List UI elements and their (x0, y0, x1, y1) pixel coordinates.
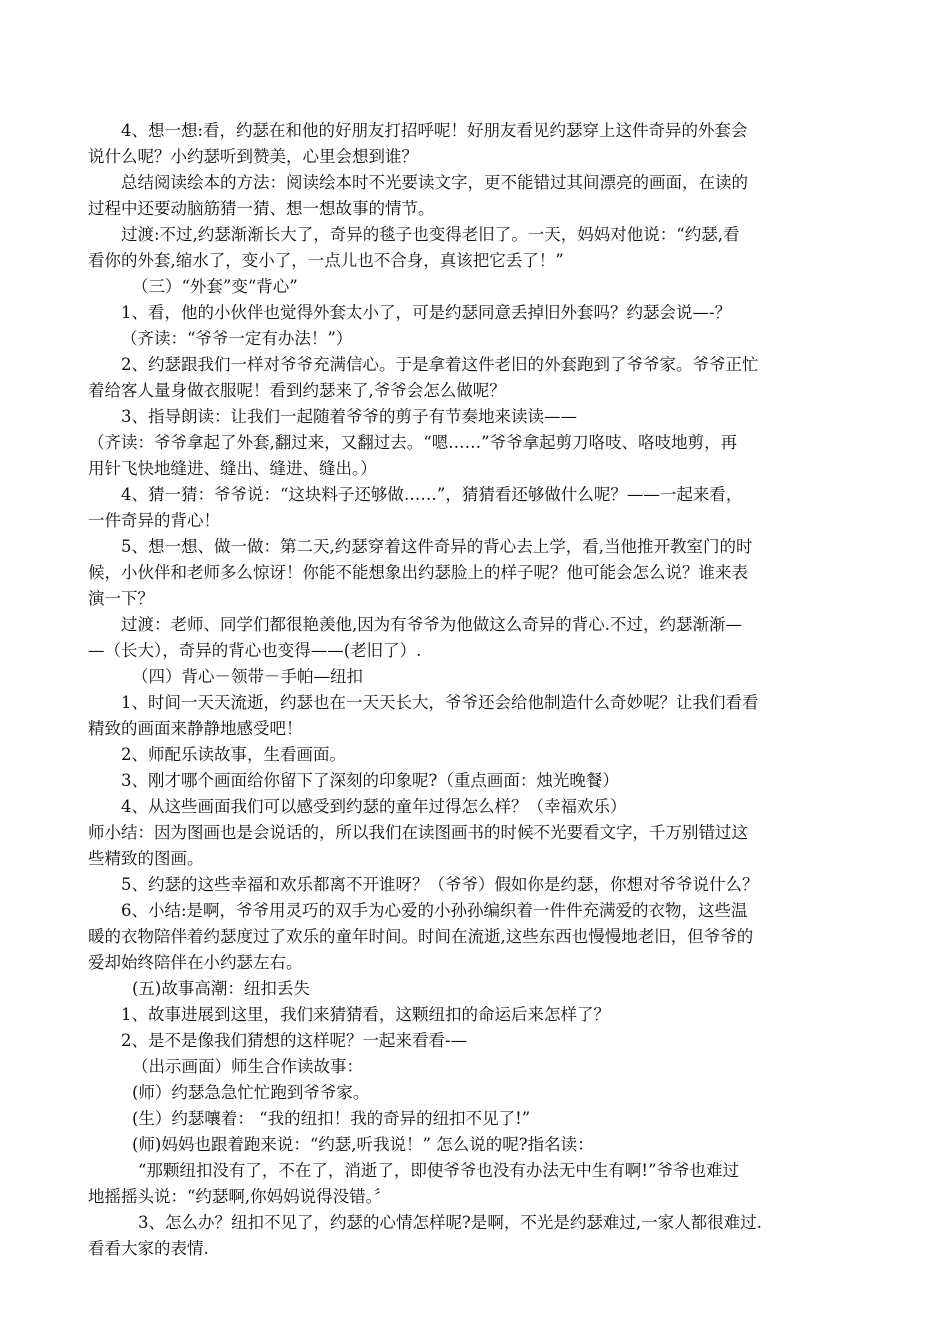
text-line: 总结阅读绘本的方法：阅读绘本时不光要读文字，更不能错过其间漂亮的画面，在读的 (121, 173, 748, 192)
text-line: 暖的衣物陪伴着约瑟度过了欢乐的童年时间。时间在流逝,这些东西也慢慢地老旧，但爷爷的 (88, 927, 754, 946)
text-line: 演一下？ (88, 589, 154, 608)
text-line: 精致的画面来静静地感受吧！ (88, 719, 303, 738)
text-line: 过渡：老师、同学们都很艳羡他,因为有爷爷为他做这么奇异的背心.不过，约瑟渐渐— (121, 615, 742, 634)
text-line: （四）背心－领带－手帕—纽扣 (132, 667, 363, 686)
text-line: 3、指导朗读：让我们一起随着爷爷的剪子有节奏地来读读—— (121, 407, 577, 426)
text-line: 2、是不是像我们猜想的这样呢？一起来看看-— (121, 1031, 468, 1050)
text-line: （齐读：“爷爷一定有办法！”） (121, 329, 353, 348)
text-line: 4、想一想:看，约瑟在和他的好朋友打招呼呢！好朋友看见约瑟穿上这件奇异的外套会 (121, 121, 748, 140)
text-line: 5、想一想、做一做：第二天,约瑟穿着这件奇异的背心去上学，看,当他推开教室门的时 (121, 537, 753, 556)
text-line: 4、从这些画面我们可以感受到约瑟的童年过得怎么样？（幸福欢乐） (121, 797, 627, 816)
text-line: （三）“外套”变“背心” (132, 277, 298, 296)
document-body (88, 118, 868, 1262)
text-line: 1、故事进展到这里，我们来猜猜看，这颗纽扣的命运后来怎样了？ (121, 1005, 610, 1024)
text-line: 5、约瑟的这些幸福和欢乐都离不开谁呀？（爷爷）假如你是约瑟，你想对爷爷说什么？ (121, 875, 759, 894)
text-line: 1、看，他的小伙伴也觉得外套太小了，可是约瑟同意丢掉旧外套吗？约瑟会说—-？ (121, 303, 732, 322)
text-line: 6、小结:是啊，爷爷用灵巧的双手为心爱的小孙孙编织着一件件充满爱的衣物，这些温 (121, 901, 748, 920)
text-line: 些精致的图画。 (88, 849, 204, 868)
text-line: 一件奇异的背心！ (88, 511, 220, 530)
text-line: 师小结：因为图画也是会说话的，所以我们在读图画书的时候不光要看文字，千万别错过这 (88, 823, 748, 842)
text-line: （齐读：爷爷拿起了外套,翻过来，又翻过去。“嗯……”爷爷拿起剪刀咯吱、咯吱地剪，再 (88, 433, 738, 452)
text-line: 3、刚才哪个画面给你留下了深刻的印象呢?（重点画面：烛光晚餐） (121, 771, 619, 790)
text-line: 说什么呢？小约瑟听到赞美，心里会想到谁？ (88, 147, 418, 166)
text-line: 着给客人量身做衣服呢！看到约瑟来了,爷爷会怎么做呢？ (88, 381, 506, 400)
text-line: 爱却始终陪伴在小约瑟左右。 (88, 953, 303, 972)
text-line: 4、猜一猜：爷爷说：“这块料子还够做……”，猜猜看还够做什么呢？——一起来看， (121, 485, 743, 504)
text-line: “那颗纽扣没有了，不在了，消逝了，即使爷爷也没有办法无中生有啊!”爷爷也难过 (138, 1161, 740, 1180)
text-line: 2、师配乐读故事，生看画面。 (121, 745, 346, 764)
text-line: 过渡:不过,约瑟渐渐长大了，奇异的毯子也变得老旧了。一天，妈妈对他说：“约瑟,看 (121, 225, 740, 244)
text-line: (生）约瑟嚷着： “我的纽扣！我的奇异的纽扣不见了!” (132, 1109, 531, 1128)
text-line: 过程中还要动脑筋猜一猜、想一想故事的情节。 (88, 199, 435, 218)
text-line: —（长大），奇异的背心也变得——(老旧了）. (88, 641, 422, 660)
text-line: 候，小伙伴和老师多么惊讶！你能不能想象出约瑟脸上的样子呢？他可能会怎么说？谁来表 (88, 563, 748, 582)
text-line: (五)故事高潮：纽扣丢失 (132, 979, 310, 998)
text-line: 用针飞快地缝进、缝出、缝进、缝出。） (88, 459, 377, 478)
text-line: (师）约瑟急急忙忙跑到爷爷家。 (132, 1083, 370, 1102)
text-line: (师)妈妈也跟着跑来说：“约瑟,听我说！” 怎么说的呢?指名读： (132, 1135, 594, 1154)
text-line: 地摇摇头说：“约瑟啊,你妈妈说得没错。〞 (88, 1187, 391, 1206)
text-line: （出示画面）师生合作读故事： (132, 1057, 363, 1076)
text-line: 1、时间一天天流逝，约瑟也在一天天长大，爷爷还会给他制造什么奇妙呢？让我们看看 (121, 693, 759, 712)
text-line: 看你的外套,缩水了，变小了，一点儿也不合身，真该把它丢了！” (88, 251, 564, 270)
text-line: 2、约瑟跟我们一样对爷爷充满信心。于是拿着这件老旧的外套跑到了爷爷家。爷爷正忙 (121, 355, 759, 374)
text-line: 看看大家的表情. (88, 1239, 209, 1258)
text-line: 3、怎么办？纽扣不见了，约瑟的心情怎样呢?是啊，不光是约瑟难过,一家人都很难过. (138, 1213, 762, 1232)
